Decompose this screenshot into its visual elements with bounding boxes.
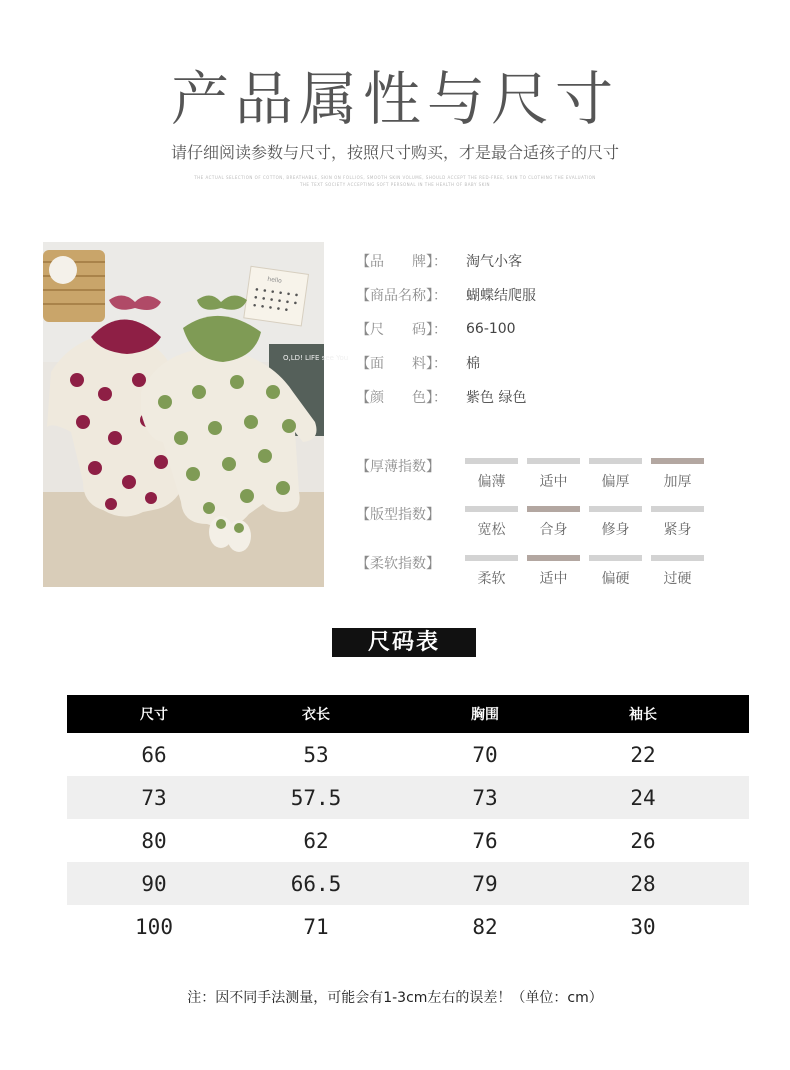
table-cell: 82 xyxy=(472,914,498,939)
index-option-text: 过硬 xyxy=(663,571,692,587)
table-header-cell: 胸围 xyxy=(471,707,499,723)
attr-color xyxy=(356,380,536,414)
index-option xyxy=(651,506,704,539)
table-cell: 53 xyxy=(303,742,329,767)
calendar-card xyxy=(244,266,309,326)
table-row xyxy=(67,733,749,776)
index-bar xyxy=(589,458,642,464)
table-header-cell: 尺寸 xyxy=(140,707,168,723)
attr-value: 淘气小客 xyxy=(466,254,522,270)
index-option xyxy=(589,506,642,539)
table-row xyxy=(67,862,749,905)
table-cell: 30 xyxy=(630,914,656,939)
table-cell: 57.5 xyxy=(290,785,342,810)
index-option-text: 宽松 xyxy=(477,522,506,538)
attr-label: 【颜 色】： xyxy=(356,390,447,406)
index-bar xyxy=(651,555,704,561)
index-bar xyxy=(589,555,642,561)
fine-print-line-1: THE ACTUAL SELECTION OF COTTON, BREATHABLE, SKIN ON FOLLIOS, SMOOTH SKIN VOLUME, SHOULD ACCEPT THE RED-FREE, SKIN TO CLOTHING THE EVALUATION xyxy=(194,175,596,180)
attr-value: 蝴蝶结爬服 xyxy=(466,288,536,304)
fine-print-line-2: THE TEXT SOCIETY ACCEPTING SOFT PERSONAL IN THE HEALTH OF BABY SKIN xyxy=(299,182,491,187)
index-bar xyxy=(465,458,518,464)
attr-label: 【商品名称】： xyxy=(356,288,447,304)
index-option-text: 加厚 xyxy=(663,474,692,490)
attr-fabric xyxy=(356,346,536,380)
measurement-footnote: 注：因不同手法测量，可能会有1-3cm左右的误差！（单位：cm） xyxy=(187,990,603,1006)
index-bar xyxy=(465,506,518,512)
table-cell: 66.5 xyxy=(290,871,342,896)
table-cell: 22 xyxy=(630,742,656,767)
attr-label: 【品 牌】： xyxy=(356,254,447,270)
table-cell: 73 xyxy=(472,785,498,810)
table-cell: 28 xyxy=(630,871,656,896)
table-header-cell: 袖长 xyxy=(629,707,657,723)
table-header-row xyxy=(67,695,749,733)
index-option xyxy=(527,555,580,588)
index-option xyxy=(527,506,580,539)
index-bar xyxy=(651,506,704,512)
table-header-cell: 衣长 xyxy=(302,707,330,723)
index-bar xyxy=(465,555,518,561)
index-option-text: 适中 xyxy=(539,474,568,490)
table-cell: 71 xyxy=(303,914,329,939)
attr-label: 【尺 码】： xyxy=(356,322,447,338)
attr-label: 【面 料】： xyxy=(356,356,447,372)
table-cell: 80 xyxy=(141,828,167,853)
product-attributes xyxy=(356,244,536,414)
table-cell: 90 xyxy=(141,871,167,896)
table-cell: 70 xyxy=(472,742,498,767)
index-option xyxy=(651,458,704,491)
size-chart-heading: 尺码表 xyxy=(332,628,476,657)
table-cell: 62 xyxy=(303,828,329,853)
index-label: 【版型指数】 xyxy=(356,507,440,523)
table-row xyxy=(67,905,749,948)
index-option xyxy=(651,555,704,588)
index-option-text: 偏厚 xyxy=(601,474,630,490)
index-bar xyxy=(589,506,642,512)
page-subtitle: 请仔细阅读参数与尺寸，按照尺寸购买，才是最合适孩子的尺寸 xyxy=(170,143,619,162)
table-row xyxy=(67,819,749,862)
page-title: 产品属性与尺寸 xyxy=(170,65,619,133)
calendar-text: hello xyxy=(266,275,283,285)
table-cell: 79 xyxy=(472,871,498,896)
table-cell: 76 xyxy=(472,828,498,853)
index-option xyxy=(465,555,518,588)
index-option xyxy=(589,458,642,491)
table-row xyxy=(67,776,749,819)
attr-value: 66-100 xyxy=(466,321,516,337)
index-option-text: 偏薄 xyxy=(477,474,506,490)
index-option xyxy=(465,506,518,539)
index-option-text: 合身 xyxy=(539,522,568,538)
size-table xyxy=(67,695,749,948)
index-option-text: 柔软 xyxy=(477,571,506,587)
index-option-text: 偏硬 xyxy=(601,571,630,587)
attr-product-name xyxy=(356,278,536,312)
table-cell: 73 xyxy=(141,785,167,810)
attr-size xyxy=(356,312,536,346)
attr-value: 紫色 绿色 xyxy=(466,390,527,406)
table-cell: 66 xyxy=(141,742,167,767)
index-option xyxy=(527,458,580,491)
basket-prop xyxy=(43,250,105,322)
table-cell: 100 xyxy=(135,914,173,939)
attr-value: 棉 xyxy=(466,356,480,372)
index-option-text: 修身 xyxy=(601,522,630,538)
index-bar xyxy=(527,506,580,512)
fine-print xyxy=(0,174,790,188)
table-cell: 24 xyxy=(630,785,656,810)
index-option xyxy=(465,458,518,491)
index-label: 【厚薄指数】 xyxy=(356,459,440,475)
product-photo xyxy=(43,242,349,587)
index-bar xyxy=(527,458,580,464)
index-label: 【柔软指数】 xyxy=(356,556,440,572)
index-option-text: 适中 xyxy=(539,571,568,587)
index-option xyxy=(589,555,642,588)
book-text: O,LD! LIFE see You xyxy=(283,354,349,362)
attr-brand xyxy=(356,244,536,278)
table-cell: 26 xyxy=(630,828,656,853)
index-bar xyxy=(527,555,580,561)
index-bar xyxy=(651,458,704,464)
index-option-text: 紧身 xyxy=(663,522,692,538)
